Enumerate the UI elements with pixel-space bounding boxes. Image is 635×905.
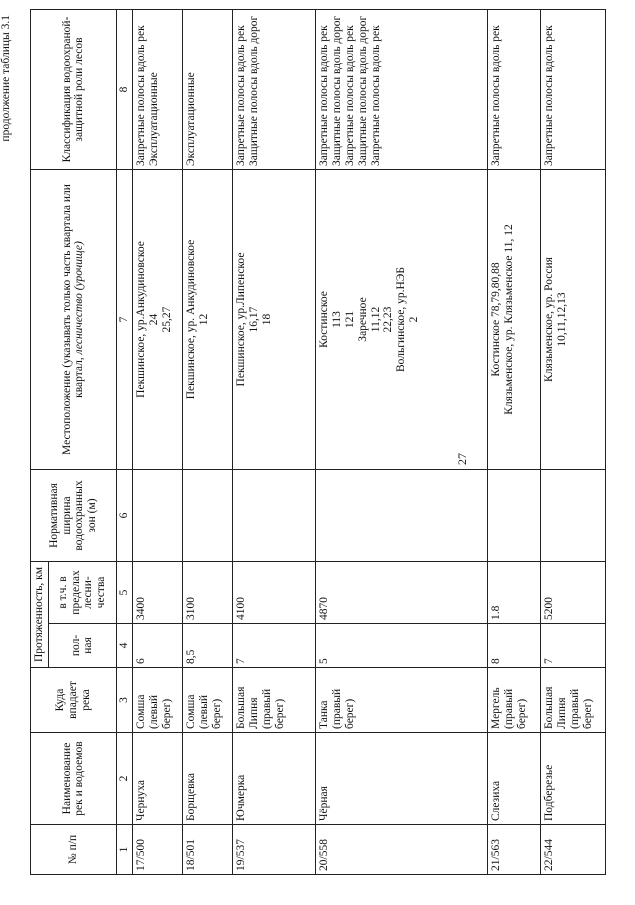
cell-length-forestry: 3100 (183, 562, 233, 624)
location-line: 25,27 (160, 306, 173, 333)
cell-flows-into: Танка (правый берег) (316, 668, 488, 733)
cell-length-full: 7 (541, 624, 606, 668)
header-location (31, 170, 117, 470)
water-bodies-table (30, 9, 606, 875)
column-number: 8 (116, 10, 132, 170)
cell-norm-width (132, 470, 183, 562)
column-number: 1 (116, 825, 132, 875)
table-body (132, 10, 605, 875)
location-line: 18 (261, 313, 274, 326)
location-line: 121 (343, 310, 356, 329)
cell-classification (316, 10, 488, 170)
cell-length-forestry: 3400 (132, 562, 183, 624)
header-length-group: Протяженность, км (31, 562, 49, 668)
cell-classification (541, 10, 606, 170)
location-line: 12 (198, 313, 211, 326)
location-line: Пекшинское, ур.Анкудиновское (134, 241, 147, 398)
cell-norm-width (316, 470, 488, 562)
continuation-label: продолжение таблицы 3.1 (0, 15, 12, 142)
location-line: Заречное (356, 297, 369, 342)
classification-line: Запретные полосы вдоль рек (318, 25, 331, 166)
cell-name: Подберезье (541, 733, 606, 825)
location-line: 2 (408, 316, 421, 323)
cell-num: 18/501 (183, 825, 233, 875)
page-number: 27 (455, 453, 469, 465)
cell-length-forestry: 4870 (316, 562, 488, 624)
cell-classification (183, 10, 233, 170)
header-norm-width: Нормативная ширина водоохранных зон (м) (31, 470, 117, 562)
header-flows-into: Куда впадает река (31, 668, 117, 733)
header-name: Наименование рек и водоемов (31, 733, 117, 825)
classification-line: Защитные полосы вдоль дорог (248, 15, 261, 166)
cell-name: Слезиха (488, 733, 541, 825)
table-row (132, 10, 183, 875)
location-line: Костинское (318, 291, 331, 348)
header-num: № п/п (31, 825, 117, 875)
cell-length-forestry: 4100 (233, 562, 316, 624)
column-number: 4 (116, 624, 132, 668)
cell-name: Борщевка (183, 733, 233, 825)
cell-location (316, 170, 488, 470)
column-number: 6 (116, 470, 132, 562)
cell-num: 21/563 (488, 825, 541, 875)
cell-flows-into: Большая Липня (правый берег) (541, 668, 606, 733)
cell-norm-width (183, 470, 233, 562)
cell-norm-width (488, 470, 541, 562)
cell-location (488, 170, 541, 470)
cell-name: Чёрная (316, 733, 488, 825)
column-number: 2 (116, 733, 132, 825)
classification-line: Эксплуатационные (147, 72, 160, 166)
cell-length-forestry: 5200 (541, 562, 606, 624)
location-line: 24 (147, 313, 160, 326)
cell-flows-into: Сомша (левый берег) (132, 668, 183, 733)
column-number: 3 (116, 668, 132, 733)
table-row (488, 10, 541, 875)
table-row (233, 10, 316, 875)
cell-num: 19/537 (233, 825, 316, 875)
cell-length-forestry: 1.8 (488, 562, 541, 624)
header-location-main: Местоположение (указывать только часть квартала или квартал, (60, 184, 86, 455)
classification-line: Эксплуатационные (185, 72, 198, 166)
location-line: Клязьменское, ур. Россия (543, 257, 556, 382)
cell-location (541, 170, 606, 470)
cell-flows-into: Большая Липня (правый берег) (233, 668, 316, 733)
cell-length-full: 7 (233, 624, 316, 668)
table-row (316, 10, 488, 875)
header-classification: Классификация водоохраной-защитной роли лесов (31, 10, 117, 170)
cell-classification (132, 10, 183, 170)
cell-norm-width (233, 470, 316, 562)
header-location-italic: лесничество (урочище) (73, 241, 86, 355)
cell-flows-into: Сомша (левый берег) (183, 668, 233, 733)
column-number: 7 (116, 170, 132, 470)
location-line: 11,12 (369, 306, 382, 333)
location-line: 113 (330, 311, 343, 328)
cell-length-full: 6 (132, 624, 183, 668)
classification-line: Запретные полосы вдоль рек (543, 25, 556, 166)
location-line: 16,17 (248, 306, 261, 333)
location-line: Костинское 78,79,80,88 (490, 262, 503, 377)
classification-line: Запретные полосы вдоль рек (235, 25, 248, 166)
cell-length-full: 5 (316, 624, 488, 668)
classification-line: Запретные полосы вдоль рек (369, 25, 382, 166)
table-row (183, 10, 233, 875)
cell-location (183, 170, 233, 470)
table-row (541, 10, 606, 875)
location-line: 10,11,12,13 (555, 292, 568, 347)
cell-name: Ючмерка (233, 733, 316, 825)
cell-num: 17/500 (132, 825, 183, 875)
cell-location (132, 170, 183, 470)
cell-length-full: 8,5 (183, 624, 233, 668)
location-line: Клязьменское, ур. Клязьменское 11, 12 (503, 224, 516, 415)
cell-classification (488, 10, 541, 170)
location-line: 22,23 (382, 306, 395, 333)
location-line: Пекшинское, ур. Анкудиновское (185, 239, 198, 400)
header-length-full: пол-ная (48, 624, 116, 668)
cell-norm-width (541, 470, 606, 562)
cell-name: Чернуха (132, 733, 183, 825)
cell-flows-into: Мергель (правый берег) (488, 668, 541, 733)
header-length-forestry: в т.ч. в пределах лесни-чества (48, 562, 116, 624)
cell-num: 22/544 (541, 825, 606, 875)
cell-length-full: 8 (488, 624, 541, 668)
cell-location (233, 170, 316, 470)
location-line: Вольгинское, ур.НЭБ (395, 267, 408, 373)
classification-line: Запретные полосы вдоль рек (134, 25, 147, 166)
classification-line: Защитные полосы вдоль дорог (330, 15, 343, 166)
cell-num: 20/558 (316, 825, 488, 875)
classification-line: Запретные полосы вдоль рек (490, 25, 503, 166)
classification-line: Запретные полосы вдоль рек (343, 25, 356, 166)
location-line: Пекшинское, ур.Липенское (235, 252, 248, 387)
column-number: 5 (116, 562, 132, 624)
cell-classification (233, 10, 316, 170)
classification-line: Защитные полосы вдоль дорог (356, 15, 369, 166)
